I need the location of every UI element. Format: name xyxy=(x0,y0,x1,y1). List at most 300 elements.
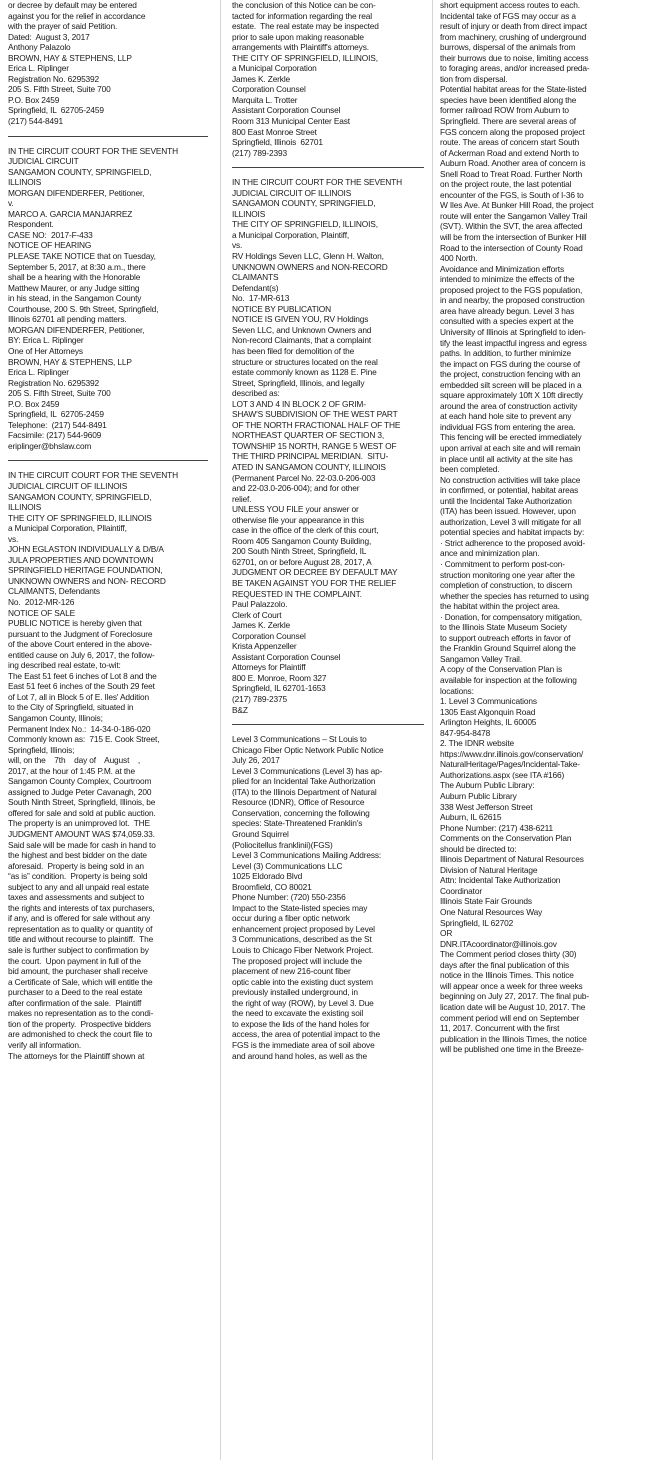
notice-text-line: Sangamon County Complex, Courtroom xyxy=(8,776,152,787)
notice-text-line: B&Z xyxy=(232,704,248,715)
notice-text-line: from machinery, crushing of underground xyxy=(440,31,587,42)
notice-text-line: · Strict adherence to the proposed avoid- xyxy=(440,537,586,548)
column-2 xyxy=(232,0,424,1460)
notice-text-line: Ground Squirrel xyxy=(232,829,289,840)
notice-text-line: Attn: Incidental Take Authorization xyxy=(440,875,561,886)
notice-text-line: Road to the intersection of County Road xyxy=(440,242,583,253)
notice-text-line: to expose the lids of the hand holes for xyxy=(232,1018,370,1029)
notice-text-line: their burrows due to noise, limiting access xyxy=(440,52,589,63)
notice-text-line: Room 313 Municipal Center East xyxy=(232,116,350,127)
notice-text-line: Sangamon County, Illinois; xyxy=(8,713,103,723)
notice-text-line: the impact on FGS during the course of xyxy=(440,358,580,369)
notice-text-line: OR xyxy=(440,928,453,939)
notice-text-line: BE TAKEN AGAINST YOU FOR THE RELIEF xyxy=(232,577,397,588)
notice-text-line: P.O. Box 2459 xyxy=(8,94,60,105)
notice-text-line: Impact to the State-listed species may xyxy=(232,902,368,913)
notice-text-line: Courthouse, 200 S. 9th Street, Springfield, xyxy=(8,303,159,314)
notice-text-line: Springfield, Illinois 62701 xyxy=(232,137,323,148)
notice-text-line: purchaser to a Deed to the real estate xyxy=(8,987,143,998)
notice-text-line: 200 South Ninth Street, Springfield, IL xyxy=(232,546,367,557)
notice-text-line: Seven LLC, and Unknown Owners and xyxy=(232,324,372,335)
notice-text-line: TOWNSHIP 15 NORTH, RANGE 5 WEST OF xyxy=(232,440,397,451)
notice-text-line: arrangements with Plaintiff's attorneys. xyxy=(232,42,369,53)
notice-text-line: the habitat within the project area. xyxy=(440,601,560,612)
notice-text-line: the conclusion of this Notice can be con- xyxy=(232,0,376,10)
notice-text-line: has been filed for demolition of the xyxy=(232,345,355,356)
notice-text-line: One of Her Attorneys xyxy=(8,345,83,356)
notice-text-line: optic cable into the existing duct system xyxy=(232,976,373,987)
notice-text-line: will appear once a week for three weeks xyxy=(440,980,583,991)
notice-text-line: Level 3 Communications – St Louis to xyxy=(232,734,367,745)
notice-text-line: Facsimile: (217) 544-9609 xyxy=(8,430,102,441)
notice-text-line: the need to excavate the existing soil xyxy=(232,1008,364,1019)
notice-text-line: representation as to quality or quantity of xyxy=(8,923,153,934)
notice-text-line: ing described real estate, to-wit: xyxy=(8,660,121,671)
notice-text-line: (ITA) has been issued. However, upon xyxy=(440,506,576,517)
notice-text-line: 400 North. xyxy=(440,253,478,264)
notice-text-line: The attorneys for the Plaintiff shown at xyxy=(8,1050,145,1061)
notice-text-line: RV Holdings Seven LLC, Glenn H. Walton, xyxy=(232,251,384,262)
notice-text-line: University of Illinois at Springfield to iden- xyxy=(440,326,586,337)
notice-text-line: NOTICE BY PUBLICATION xyxy=(232,303,332,314)
column-rule-2 xyxy=(432,0,433,1460)
legal-notice xyxy=(8,0,208,127)
notice-text-line: sale is further subject to confirmation by xyxy=(8,945,149,956)
notice-text-line: Coordinator xyxy=(440,885,482,896)
notice-text-line: will be published one time in the Breeze- xyxy=(440,1044,584,1055)
notice-text-line: Level 3 Communications (Level 3) has ap- xyxy=(232,765,383,776)
notice-text-line: Louis to Chicago Fiber Network Project. xyxy=(232,945,374,956)
notice-text-line: Snell Road to Treat Road. Further North xyxy=(440,168,583,179)
notice-text-line: consulted with a species expert at the xyxy=(440,316,574,327)
notice-text-line: Authorizations.aspx (see ITA #166) xyxy=(440,769,565,780)
notice-text-line: a Certificate of Sale, which will entitle the xyxy=(8,976,153,987)
notice-text-line: South Ninth Street, Springfield, Illinois, be xyxy=(8,797,156,808)
notice-text-line: whether the species has returned to using xyxy=(440,590,589,601)
notice-text-line: 3 Communications, described as the St xyxy=(232,934,372,945)
notice-text-line: Resource (IDNR), Office of Resource xyxy=(232,797,365,808)
notice-text-line: JUDICIAL CIRCUIT OF ILLINOIS xyxy=(8,480,128,491)
notice-text-line: Dated: August 3, 2017 xyxy=(8,31,90,42)
notice-text-line: result of injury or death from direct impact xyxy=(440,21,587,32)
notice-text-line: (Permanent Parcel No. 22-03.0-206-003 xyxy=(232,472,376,483)
notice-text-line: NOTICE IS GIVEN YOU, RV Holdings xyxy=(232,314,369,325)
notice-text-line: Phone Number: (217) 438-6211 xyxy=(440,822,553,833)
notice-text-line: Incidental take of FGS may occur as a xyxy=(440,10,576,21)
notice-text-line: Springfield. There are several areas of xyxy=(440,116,576,127)
notice-text-line: PUBLIC NOTICE is hereby given that xyxy=(8,618,142,629)
notice-text-line: shall be a hearing with the Honorable xyxy=(8,272,141,283)
notice-text-line: NORTHEAST QUARTER OF SECTION 3, xyxy=(232,430,385,441)
notice-text-line: Auburn Public Library xyxy=(440,791,517,802)
notice-text-line: No construction activities will take place xyxy=(440,474,581,485)
notice-text-line: Telephone: (217) 544-8491 xyxy=(8,419,107,430)
notice-text-line: Springfield, Illinois; xyxy=(8,744,75,755)
notice-text-line: BROWN, HAY & STEPHENS, LLP xyxy=(8,356,132,367)
notice-text-line: SANGAMON COUNTY, SPRINGFIELD, xyxy=(8,491,152,502)
column-3 xyxy=(440,0,642,1460)
notice-text-line: 338 West Jefferson Street xyxy=(440,801,533,812)
notice-text-line: with the prayer of said Petition. xyxy=(8,21,118,32)
notice-text-line: James K. Zerkle xyxy=(232,620,291,631)
notice-text-line: THE CITY OF SPRINGFIELD, ILLINOIS, xyxy=(232,52,378,63)
notice-text-line: (Poliocitellus franklinii)(FGS) xyxy=(232,839,333,850)
notice-text-line: The Auburn Public Library: xyxy=(440,780,535,791)
notice-text-line: 847-954-8478 xyxy=(440,727,491,738)
notice-text-line: Assistant Corporation Counsel xyxy=(232,651,341,662)
notice-text-line: Corporation Counsel xyxy=(232,630,306,641)
notice-text-line: The property is an unimproved lot. THE xyxy=(8,818,150,829)
notice-text-line: tify the least impactful ingress and egress xyxy=(440,337,587,348)
notice-text-line: tion of the property. Prospective bidders xyxy=(8,1018,151,1029)
notice-text-line: NOTICE OF HEARING xyxy=(8,240,92,251)
notice-text-line: a Municipal Corporation xyxy=(232,63,317,74)
notice-text-line: route. The areas of concern start South xyxy=(440,137,580,148)
notice-text-line: of Ackerman Road and extend North to xyxy=(440,147,579,158)
notice-text-line: until the Incidental Take Authorization xyxy=(440,495,572,506)
notice-text-line: to the Illinois State Museum Society xyxy=(440,622,567,633)
notice-text-line: MORGAN DIFENDERFER, Petitioner, xyxy=(8,324,145,335)
notice-text-line: Matthew Maurer, or any Judge sitting xyxy=(8,282,140,293)
notice-text-line: relief. xyxy=(232,493,252,504)
notice-text-line: prior to sale upon making reasonable xyxy=(232,31,364,42)
legal-notice xyxy=(232,0,424,158)
notice-text-line: the Franklin Ground Squirrel along the xyxy=(440,643,576,654)
notice-text-line: makes no representation as to the condi- xyxy=(8,1008,154,1019)
notice-text-line: Chicago Fiber Optic Network Public Notice xyxy=(232,744,384,755)
notice-text-line: the court. Upon payment in full of the xyxy=(8,955,141,966)
notice-text-line: (217) 544-8491 xyxy=(8,116,63,127)
notice-text-line: LOT 3 AND 4 IN BLOCK 2 OF GRIM- xyxy=(232,398,366,409)
notice-text-line: plied for an Incidental Take Authorization xyxy=(232,776,376,787)
notice-text-line: 800 E. Monroe, Room 327 xyxy=(232,672,327,683)
notice-text-line: Said sale will be made for cash in hand to xyxy=(8,839,156,850)
notice-text-line: bid amount, the purchaser shall receive xyxy=(8,966,148,977)
notice-text-line: (217) 789-2393 xyxy=(232,147,287,158)
notice-text-line: UNKNOWN OWNERS and NON-RECORD xyxy=(232,261,388,272)
notice-text-line: ILLINOIS xyxy=(232,208,266,219)
notice-text-line: described as: xyxy=(232,388,280,399)
notice-text-line: tion from dispersal. xyxy=(440,73,508,84)
notice-text-line: Phone Number: (720) 550-2356 xyxy=(232,892,346,903)
notice-text-line: taxes and assessments and subject to xyxy=(8,892,145,903)
notice-text-line: JUDICIAL CIRCUIT xyxy=(8,156,79,167)
notice-text-line: subject to any and all unpaid real estate xyxy=(8,881,149,892)
notice-text-line: THE CITY OF SPRINGFIELD, ILLINOIS xyxy=(8,512,152,523)
notice-text-line: upon arrival at each site and will remain xyxy=(440,442,581,453)
notice-text-line: the project, construction fencing with an xyxy=(440,369,581,380)
notice-text-line: Potential habitat areas for the State-listed xyxy=(440,84,587,95)
notice-text-line: Defendant(s) xyxy=(232,282,279,293)
notice-text-line: a Municipal Corporation, Pllaintiff, xyxy=(8,523,127,534)
notice-text-line: of Lot 7, all in Block 5 of E. Iles' Addition xyxy=(8,691,149,702)
notice-text-line: BROWN, HAY & STEPHENS, LLP xyxy=(8,52,132,63)
notice-separator xyxy=(8,136,208,137)
notice-text-line: https://www.dnr.illinois.gov/conservation/ xyxy=(440,748,584,759)
notice-text-line: Clerk of Court xyxy=(232,609,282,620)
notice-text-line: offered for sale and sold at public auction. xyxy=(8,807,156,818)
notice-text-line: against you for the relief in accordance xyxy=(8,10,146,21)
notice-text-line: No. 2012-MR-126 xyxy=(8,596,75,607)
notice-text-line: SANGAMON COUNTY, SPRINGFIELD, xyxy=(232,198,376,209)
notice-text-line: vs. xyxy=(8,533,19,544)
notice-text-line: will, on the 7th day of August , xyxy=(8,755,141,766)
notice-text-line: locations: xyxy=(440,685,474,696)
notice-text-line: BY: Erica L. Riplinger xyxy=(8,335,84,346)
notice-text-line: REQUESTED IN THE COMPLAINT. xyxy=(232,588,362,599)
notice-text-line: at each hand hole site to prevent any xyxy=(440,411,572,422)
notice-text-line: CASE NO: 2017-F-433 xyxy=(8,229,93,240)
notice-text-line: September 5, 2017, at 8:30 a.m., there xyxy=(8,261,146,272)
notice-text-line: No. 17-MR-613 xyxy=(232,293,290,304)
notice-text-line: in confirmed, or potential, habitat areas xyxy=(440,485,579,496)
notice-text-line: Springfield, IL 62705-2459 xyxy=(8,105,104,116)
notice-text-line: Sangamon Valley Trail. xyxy=(440,653,522,664)
notice-text-line: DNR.ITAcoordinator@illinois.gov xyxy=(440,938,557,949)
notice-text-line: SHAW'S SUBDIVISION OF THE WEST PART xyxy=(232,409,398,420)
notice-text-line: publication in the Illinois Times, the notice xyxy=(440,1033,587,1044)
notice-text-line: (SVT). Within the SVT, the area affected xyxy=(440,221,583,232)
notice-text-line: SPRINGFIELD HERITAGE FOUNDATION, xyxy=(8,565,163,576)
notice-text-line: access, the area of potential impact to the xyxy=(232,1029,380,1040)
notice-text-line: individual FGS from entering the area. xyxy=(440,421,576,432)
notice-text-line: burrows, dispersal of the animals from xyxy=(440,42,576,53)
notice-text-line: entitled cause on July 6, 2017, the follow- xyxy=(8,649,155,660)
notice-text-line: ILLINOIS xyxy=(8,502,42,513)
notice-text-line: to foraging areas, and/or increased preda- xyxy=(440,63,590,74)
notice-text-line: pursuant to the Judgment of Foreclosure xyxy=(8,628,153,639)
notice-text-line: Non-record Claimants, that a complaint xyxy=(232,335,371,346)
notice-text-line: The East 51 feet 6 inches of Lot 8 and the xyxy=(8,670,157,681)
notice-text-line: W Iles Ave. At Bunker Hill Road, the project xyxy=(440,200,594,211)
notice-text-line: ance and minimization plan. xyxy=(440,548,540,559)
notice-text-line: enhancement project proposed by Level xyxy=(232,923,375,934)
notice-text-line: FGS concern along the proposed project xyxy=(440,126,585,137)
notice-text-line: NOTICE OF SALE xyxy=(8,607,75,618)
notice-text-line: IN THE CIRCUIT COURT FOR THE SEVENTH xyxy=(8,145,178,156)
notice-text-line: Street, Springfield, Illinois, and legally xyxy=(232,377,365,388)
notice-text-line: UNLESS YOU FILE your answer or xyxy=(232,504,359,515)
notice-text-line: comment period will end on September xyxy=(440,1012,580,1023)
notice-text-line: CLAIMANTS, Defendants xyxy=(8,586,100,597)
notice-text-line: in and nearby, the proposed construction xyxy=(440,295,585,306)
notice-text-line: estate commonly known as 1128 E. Pine xyxy=(232,367,377,378)
legal-notice xyxy=(8,146,208,452)
notice-text-line: Auburn, IL 62615 xyxy=(440,812,502,823)
notice-text-line: UNKNOWN OWNERS and NON- RECORD xyxy=(8,575,166,586)
notice-text-line: 11, 2017. Concurrent with the first xyxy=(440,1023,560,1034)
notice-text-line: the rights and interests of tax purchasers, xyxy=(8,902,155,913)
notice-text-line: JUDGMENT OR DECREE BY DEFAULT MAY xyxy=(232,567,398,578)
notice-text-line: Assistant Corporation Counsel xyxy=(232,105,341,116)
column-rule-1 xyxy=(220,0,221,1460)
notice-text-line: of the above Court entered in the above- xyxy=(8,639,152,650)
notice-text-line: 1305 East Algonquin Road xyxy=(440,706,536,717)
notice-text-line: IN THE CIRCUIT COURT FOR THE SEVENTH xyxy=(8,470,178,481)
notice-text-line: or decree by default may be entered xyxy=(8,0,137,10)
notice-text-line: after confirmation of the sale. Plaintiff xyxy=(8,997,142,1008)
notice-text-line: NaturalHeritage/Pages/Incidental-Take- xyxy=(440,759,580,770)
notice-text-line: Paul Palazzolo. xyxy=(232,599,288,610)
notice-text-line: beginning on July 27, 2017. The final pub- xyxy=(440,991,589,1002)
notice-text-line: FGS is the immediate area of soil above xyxy=(232,1039,375,1050)
notice-text-line: PLEASE TAKE NOTICE that on Tuesday, xyxy=(8,251,156,262)
notice-text-line: the right of way (ROW), by Level 3. Due xyxy=(232,997,374,1008)
notice-text-line: Conservation, concerning the following xyxy=(232,807,370,818)
notice-text-line: Corporation Counsel xyxy=(232,84,306,95)
notice-text-line: and 22-03.0-206-004); and for other xyxy=(232,483,360,494)
notice-text-line: vs. xyxy=(232,240,243,251)
notice-text-line: Springfield, IL 62701-1653 xyxy=(232,683,326,694)
notice-text-line: 2. The IDNR website xyxy=(440,738,514,749)
notice-text-line: JUDICIAL CIRCUIT OF ILLINOIS xyxy=(232,187,352,198)
notice-text-line: in place until all activity at the site has xyxy=(440,453,573,464)
notice-text-line: case in the office of the clerk of this court, xyxy=(232,525,379,536)
notice-separator xyxy=(232,724,424,725)
notice-text-line: previously installed underground, in xyxy=(232,987,358,998)
notice-separator xyxy=(232,167,424,168)
notice-text-line: paths. In addition, to further minimize xyxy=(440,348,571,359)
notice-text-line: Attorneys for Plaintiff xyxy=(232,662,306,673)
notice-text-line: JUDGMENT AMOUNT WAS $74,059.33. xyxy=(8,829,155,840)
notice-text-line: Commonly known as: 715 E. Cook Street, xyxy=(8,734,160,745)
notice-text-line: otherwise file your appearance in this xyxy=(232,514,365,525)
notice-text-line: Avoidance and Minimization efforts xyxy=(440,263,564,274)
notice-text-line: Permanent Index No.: 14-34-0-186-020 xyxy=(8,723,151,734)
notice-text-line: ILLINOIS xyxy=(8,177,42,188)
notice-text-line: area have already begun. Level 3 has xyxy=(440,305,575,316)
notice-text-line: Erica L. Riplinger xyxy=(8,63,69,74)
notice-text-line: (217) 789-2375 xyxy=(232,694,287,704)
notice-text-line: struction monitoring one year after the xyxy=(440,569,575,580)
notice-text-line: and around hand holes, as well as the xyxy=(232,1050,368,1061)
notice-text-line: 1. Level 3 Communications xyxy=(440,696,537,707)
notice-text-line: SANGAMON COUNTY, SPRINGFIELD, xyxy=(8,166,152,177)
notice-text-line: Room 405 Sangamon County Building, xyxy=(232,535,372,546)
legal-notice xyxy=(440,0,642,1055)
notice-text-line: JOHN EGLASTON INDIVIDUALLY & D/B/A xyxy=(8,544,164,555)
notice-text-line: available for inspection at the following xyxy=(440,675,577,685)
notice-text-line: embedded silt screen will be placed in a xyxy=(440,379,582,390)
notice-text-line: 205 S. Fifth Street, Suite 700 xyxy=(8,388,111,399)
notice-text-line: potential species and habitat impacts by: xyxy=(440,527,585,538)
notice-text-line: notice in the Illinois Times. This notice xyxy=(440,970,574,981)
notice-text-line: Springfield, IL 62705-2459 xyxy=(8,409,104,420)
notice-text-line: A copy of the Conservation Plan is xyxy=(440,664,562,675)
notice-text-line: Level 3 Communications Mailing Address: xyxy=(232,850,382,861)
notice-text-line: 205 S. Fifth Street, Suite 700 xyxy=(8,84,111,95)
notice-text-line: eriplinger@bhslaw.com xyxy=(8,440,92,451)
notice-text-line: completion of construction, to discern xyxy=(440,580,573,591)
notice-text-line: authorization, Level 3 will mitigate for all xyxy=(440,516,581,527)
notice-text-line: IN THE CIRCUIT COURT FOR THE SEVENTH xyxy=(232,177,402,188)
notice-text-line: Comments on the Conservation Plan xyxy=(440,833,572,844)
notice-text-line: Anthony Palazolo xyxy=(8,42,71,53)
notice-text-line: 2017, at the hour of 1:45 P.M. at the xyxy=(8,765,135,776)
notice-text-line: Illinois Department of Natural Resources xyxy=(440,854,584,865)
notice-separator xyxy=(8,460,208,461)
notice-text-line: species: State-Threatened Franklin's xyxy=(232,818,363,829)
notice-text-line: The Comment period closes thirty (30) xyxy=(440,949,577,960)
notice-text-line: 62701, on or before August 28, 2017, A xyxy=(232,556,372,567)
notice-text-line: a Municipal Corporation, Plaintiff, xyxy=(232,229,350,240)
notice-text-line: tacted for information regarding the real xyxy=(232,10,372,21)
notice-text-line: encounter of the FGS, is South of I-36 to xyxy=(440,189,584,200)
legal-notice xyxy=(8,470,208,1061)
notice-text-line: Marquita L. Trotter xyxy=(232,94,298,105)
notice-text-line: intended to minimize the effects of the xyxy=(440,274,575,285)
notice-text-line: Division of Natural Heritage xyxy=(440,864,538,875)
notice-text-line: lication date will be August 10, 2017. The xyxy=(440,1001,586,1012)
notice-text-line: former railroad ROW from Auburn to xyxy=(440,105,569,116)
notice-text-line: · Commitment to perform post-con- xyxy=(440,558,565,569)
notice-text-line: if any, and is offered for sale without any xyxy=(8,913,151,924)
notice-text-line: structure or structures located on the real xyxy=(232,356,378,367)
notice-text-line: proposed project to the FGS population, xyxy=(440,284,583,295)
notice-text-line: Respondent. xyxy=(8,219,54,230)
notice-text-line: East 51 feet 6 inches of the South 29 feet xyxy=(8,681,155,692)
notice-text-line: “as is” condition. Property is being sold xyxy=(8,871,148,882)
notice-text-line: placement of new 216-count fiber xyxy=(232,966,351,977)
notice-text-line: James K. Zerkle xyxy=(232,73,291,84)
notice-text-line: species have been identified along the xyxy=(440,94,577,105)
notice-text-line: This fencing will be erected immediately xyxy=(440,432,582,443)
legal-notice xyxy=(232,734,424,1061)
notice-text-line: title and without recourse to plaintiff. The xyxy=(8,934,154,945)
notice-text-line: assigned to Judge Peter Cavanagh, 200 xyxy=(8,786,152,797)
notice-text-line: Springfield, IL 62702 xyxy=(440,917,514,928)
notice-text-line: the highest and best bidder on the date xyxy=(8,850,147,861)
notice-text-line: days after the final publication of this xyxy=(440,959,569,970)
notice-text-line: verify all information. xyxy=(8,1039,82,1050)
notice-text-line: Illinois 62701 all pending matters. xyxy=(8,314,127,325)
notice-text-line: THE CITY OF SPRINGFIELD, ILLINOIS, xyxy=(232,219,378,230)
notice-text-line: estate. The real estate may be inspected xyxy=(232,21,379,32)
notice-text-line: Level (3) Communications LLC xyxy=(232,860,343,871)
notice-text-line: in his stead, in the Sangamon County xyxy=(8,293,142,304)
notice-text-line: OF THE NORTH FRACTIONAL HALF OF THE xyxy=(232,419,401,430)
notice-text-line: to the City of Springfield, situated in xyxy=(8,702,134,713)
notice-text-line: Broomfield, CO 80021 xyxy=(232,881,312,892)
notice-text-line: route will enter the Sangamon Valley Trail xyxy=(440,210,588,221)
notice-text-line: · Donation, for compensatory mitigation, xyxy=(440,611,582,622)
column-1 xyxy=(8,0,208,1460)
notice-text-line: (ITA) to the Illinois Department of Natural xyxy=(232,786,377,797)
notice-text-line: short equipment access routes to each. xyxy=(440,0,580,10)
notice-text-line: P.O. Box 2459 xyxy=(8,398,60,409)
notice-text-line: Auburn Road. Another area of concern is xyxy=(440,158,586,169)
notice-text-line: 1025 Eldorado Blvd xyxy=(232,871,303,882)
notice-text-line: MARCO A. GARCIA MANJARREZ xyxy=(8,208,133,219)
notice-text-line: July 26, 2017 xyxy=(232,755,280,766)
notice-text-line: JULA PROPERTIES AND DOWNTOWN xyxy=(8,554,154,565)
notice-text-line: CLAIMANTS xyxy=(232,272,279,283)
notice-text-line: should be directed to: xyxy=(440,843,517,854)
notice-text-line: to support outreach efforts in favor of xyxy=(440,632,571,643)
notice-text-line: occur during a fiber optic network xyxy=(232,913,350,924)
notice-text-line: Erica L. Riplinger xyxy=(8,367,69,378)
notice-text-line: ATED IN SANGAMON COUNTY, ILLINOIS xyxy=(232,461,386,472)
notice-text-line: Illinois State Fair Grounds xyxy=(440,896,532,907)
notice-text-line: are admonished to check the court file to xyxy=(8,1029,153,1040)
notice-text-line: Krista Appenzeller xyxy=(232,641,297,652)
notice-text-line: One Natural Resources Way xyxy=(440,907,543,918)
notice-text-line: v. xyxy=(8,198,14,209)
notice-text-line: on the project route, the last potential xyxy=(440,179,572,190)
notice-text-line: been completed. xyxy=(440,464,500,475)
notice-text-line: MORGAN DIFENDERFER, Petitioner, xyxy=(8,187,145,198)
notice-text-line: aforesaid. Property is being sold in an xyxy=(8,860,144,871)
